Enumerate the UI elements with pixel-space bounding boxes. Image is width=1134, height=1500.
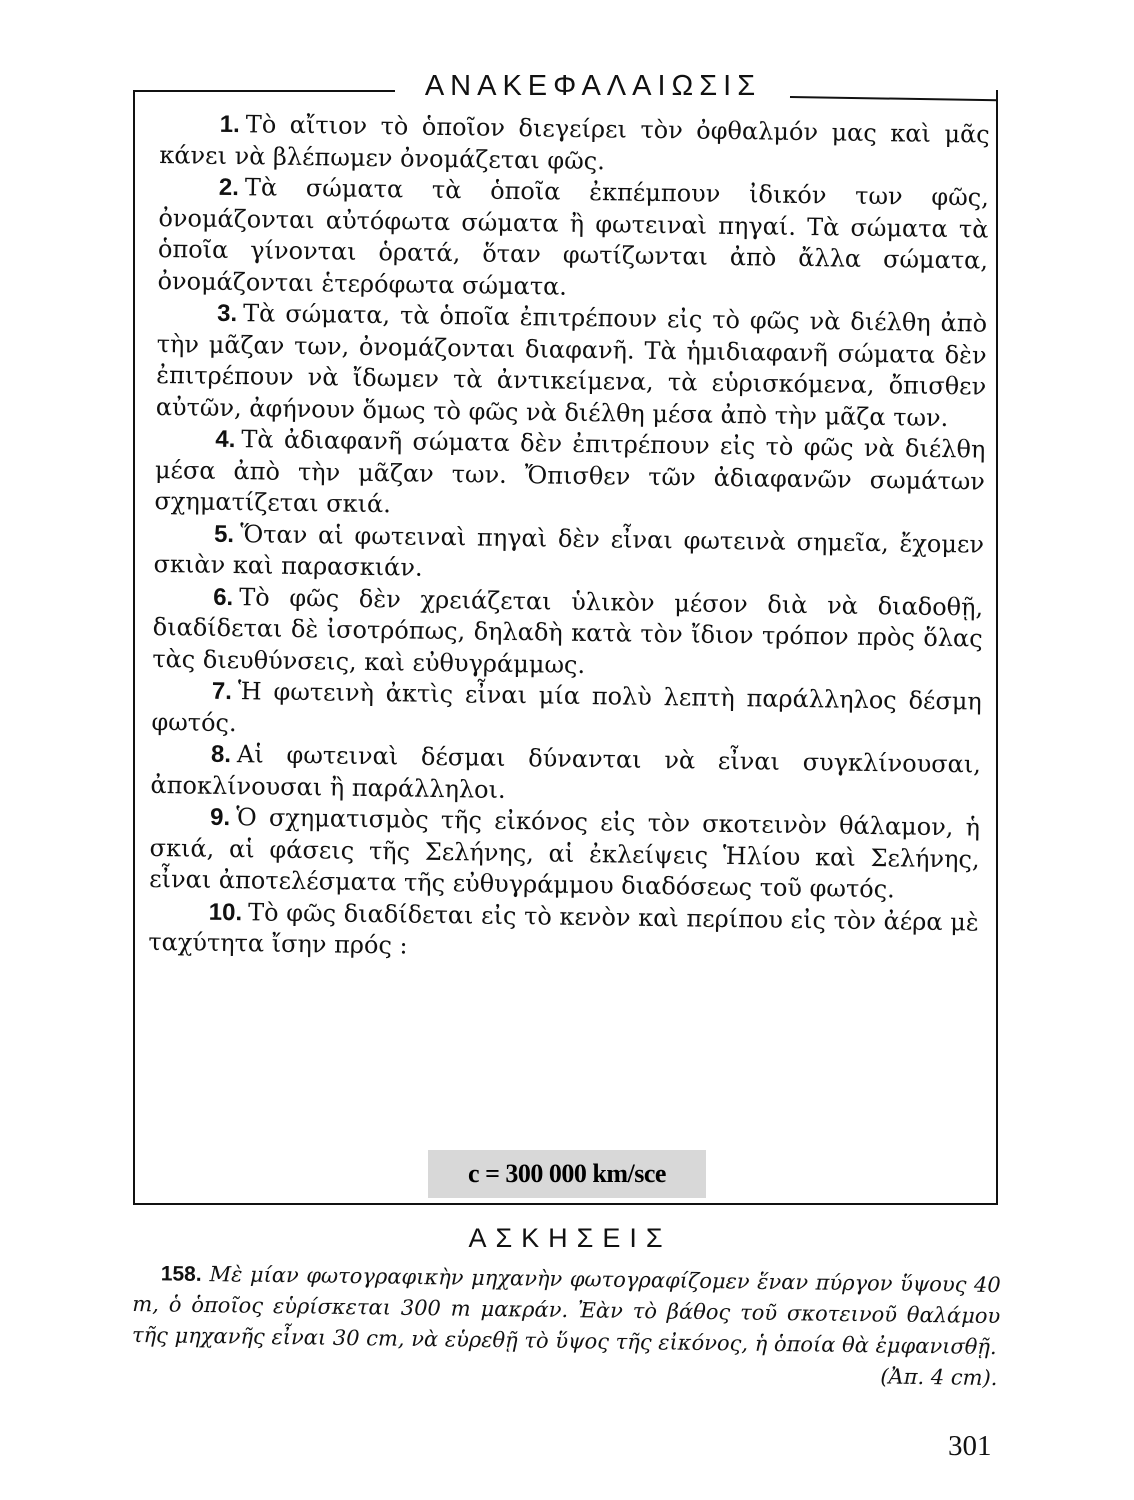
item-number: 5. xyxy=(213,520,235,548)
exercise-text: Μὲ μίαν φωτογραφικὴν μηχανὴν φωτογραφίζομεν ἕναν πύργον ὕψους 40 m, ὁ ὁποῖος εὑρίσκεται 300 m μακράν. Ἐὰν τὸ βάθος τοῦ σκοτεινοῦ θαλάμου τῆς μηχανῆς εἶναι 30 cm, νὰ εὑρεθῇ τὸ ὕψος τῆς εἰκόνος, ἡ ὁποία θὰ ἐμφανισθῇ. xyxy=(131,1262,1001,1360)
page-number: 301 xyxy=(948,1430,992,1462)
item-number: 2. xyxy=(218,173,240,202)
item-text: Τὰ σώματα, τὰ ὁποῖα ἐπιτρέπουν εἰς τὸ φῶς νὰ διέλθη ἀπὸ τὴν μᾶζαν των, ὀνομάζονται διαφανῆ. Τὰ ἡμιδιαφανῆ σώματα δὲν ἐπιτρέπουν νὰ ἴδωμεν τὰ ἀντικείμενα, τὰ εὑρισκόμενα, ὄπισθεν αὐτῶν, ἀφήνουν ὅμως τὸ φῶς νὰ διέλθη μέσα ἀπὸ τὴν μᾶζα των. xyxy=(155,299,988,432)
item-text: Ἡ φωτεινὴ ἀκτὶς εἶναι μία πολὺ λεπτὴ παράλληλος δέσμη φωτός. xyxy=(151,677,982,737)
exercise-number: 158. xyxy=(160,1262,202,1286)
item-text: Τὸ αἴτιον τὸ ὁποῖον διεγείρει τὸν ὀφθαλμόν μας καὶ μᾶς κάνει νὰ βλέπωμεν ὀνομάζεται φῶς. xyxy=(159,110,990,175)
exercise-item xyxy=(131,1258,1001,1394)
summary-item xyxy=(156,297,988,435)
item-number: 3. xyxy=(216,299,238,328)
title-rule-left xyxy=(133,90,395,92)
item-text: Τὸ φῶς διαδίδεται εἰς τὸ κενὸν καὶ περίπου εἰς τὸν ἀέρα μὲ ταχύτητα ἴσην πρός : xyxy=(148,897,979,960)
summary-item xyxy=(153,517,984,592)
summary-item xyxy=(149,801,980,907)
summary-item xyxy=(157,171,989,309)
summary-list xyxy=(148,108,990,970)
item-number: 4. xyxy=(215,425,236,454)
summary-item xyxy=(148,895,979,970)
summary-item xyxy=(154,423,985,529)
speed-of-light-formula: c = 300 000 km/sce xyxy=(428,1150,706,1198)
item-text: Τὰ ἀδιαφανῆ σώματα δὲν ἐπιτρέπουν εἰς τὸ φῶς νὰ διέλθη μέσα ἀπὸ τὴν μᾶζαν των. Ὄπισθεν τῶν ἀδιαφανῶν σωμάτων σχηματίζεται σκιά. xyxy=(154,425,986,519)
exercises-title: ΑΣΚΗΣΕΙΣ xyxy=(468,1223,672,1253)
summary-item xyxy=(159,108,990,183)
summary-item xyxy=(151,675,982,750)
item-text: Ὅταν αἱ φωτειναὶ πηγαὶ δὲν εἶναι φωτεινὰ σημεῖα, ἔχομεν σκιὰν καὶ παρασκιάν. xyxy=(153,519,985,582)
summary-item xyxy=(150,738,981,813)
item-text: Τὸ φῶς δὲν χρειάζεται ὑλικὸν μέσον διὰ νὰ διαδοθῇ, διαδίδεται δὲ ἰσοτρόπως, δηλαδὴ κατὰ τὸν ἴδιον τρόπον πρὸς ὅλας τὰς διευθύνσεις, καὶ εὐθυγράμμως. xyxy=(152,582,984,679)
item-text: Αἱ φωτειναὶ δέσμαι δύνανται νὰ εἶναι συγκλίνουσαι, ἀποκλίνουσαι ἢ παράλληλοι. xyxy=(150,740,982,804)
item-text: Ὁ σχηματισμὸς τῆς εἰκόνος εἰς τὸν σκοτεινὸν θάλαμον, ἡ σκιά, αἱ φάσεις τῆς Σελήνης, αἱ ἐκλείψεις Ἡλίου καὶ Σελήνης, εἶναι ἀποτελέσματα τῆς εὐθυγράμμου διαδόσεως τοῦ φωτός. xyxy=(149,803,981,904)
item-number: 7. xyxy=(211,677,233,706)
item-number: 8. xyxy=(210,740,232,769)
item-number: 1. xyxy=(219,110,240,139)
item-number: 9. xyxy=(209,803,231,832)
item-number: 10. xyxy=(208,898,243,926)
summary-title: ΑΝΑΚΕΦΑΛΑΙΩΣΙΣ xyxy=(424,70,762,102)
item-text: Τὰ σώματα τὰ ὁποῖα ἐκπέμπουν ἰδικόν των φῶς, ὀνομάζονται αὐτόφωτα σώματα ἢ φωτειναὶ πηγαί. Τὰ σώματα τὰ ὁποῖα γίνονται ὁρατά, ὅταν φωτίζωνται ἀπὸ ἄλλα σώματα, ὀνομάζονται ἑτερόφωτα σώματα. xyxy=(157,173,990,301)
item-number: 6. xyxy=(212,583,234,611)
exercise-answer: (Ἀπ. 4 cm). xyxy=(880,1364,998,1391)
summary-item xyxy=(152,580,983,686)
